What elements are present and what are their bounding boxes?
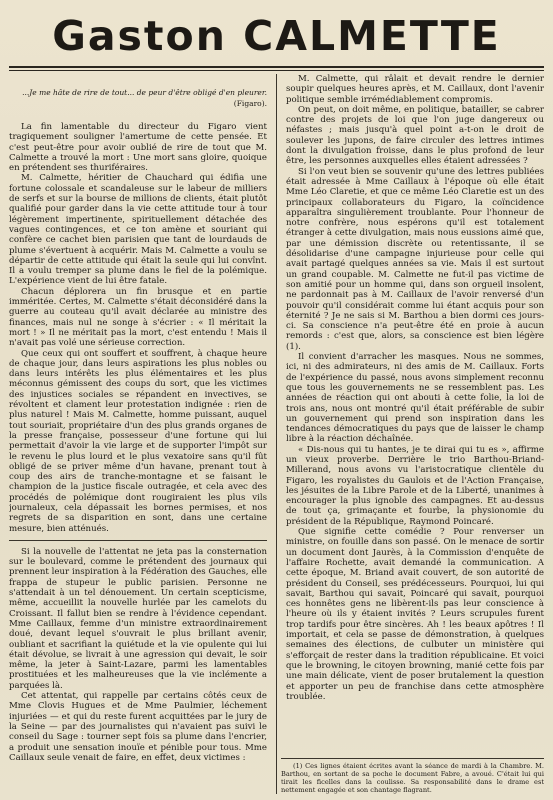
- paragraph: M. Calmette, qui râlait et devait rendre le dernier soupir quelques heures après, et M. Caillaux, dont l'avenir politique semble irrémédiablement compromis.: [286, 74, 545, 105]
- footnote: (1) Ces lignes étaient écrites avant la séance de mardi à la Chambre. M. Barthou, en sortant de sa poche le document Fabre, a avoué. C'était lui qui tirait les ficelles dans la coulisse. Sa responsabilité dans le drame est nettement engagée et son chantage flagrant.: [281, 758, 544, 794]
- section-separator: [9, 540, 267, 541]
- article-columns: [9, 74, 544, 794]
- paragraph: Chacun déplorera un fin brusque et en partie imméritée. Certes, M. Calmette s'était déconsidéré dans la guerre au couteau qu'il avait déclarée au ministre des finances, mais nul ne songe à s'écrier : « Il méritait la mort ! » Il ne méritait pas la mort, c'est entendu ! Mais il n'avait pas volé une sérieuse correction.: [9, 286, 268, 349]
- paragraph: Que ceux qui ont souffert et souffrent, à chaque heure de chaque jour, dans leurs aspirations les plus nobles ou dans leurs intérêts les plus élémentaires et les plus méconnus gémissent des coups du sort, que les victimes des injustices sociales se répandent en invectives, se révoltent et clament leur protestation indignée : rien de plus naturel ! Mais M. Calmette, homme puissant, auquel tout souriait, propriétaire d'un des plus grands organes de la presse française, possesseur d'une fortune qui lui permettait d'avoir la vie large et de supporter l'impôt sur le revenu le plus lourd et le plus vexatoire sans qu'il fût obligé de se priver même d'un havane, prenant tout à coup des airs de tranche-montagne et se faisant le champion de la justice fiscale outragée, et cela avec des procédés de polémique dont rougiraient les plus vils journaleux, cela dépassait les bornes permises, et nos regrets de sa disparition en sont, dans une certaine mesure, bien atténués.: [9, 348, 268, 534]
- paragraph: Cet attentat, qui rappelle par certains côtés ceux de Mme Clovis Hugues et de Mme Paulmier, léchement injuriées — et qui du reste furent acquittées par le jury de la Seine — par des journalistes qui n'avaient pas suivi le conseil du Sage : tourner sept fois sa plume dans l'encrier, a produit une sensation inouïe et pénible pour tous. Mme Caillaux seule venait de faire, en effet, deux victimes :: [9, 691, 268, 763]
- paragraph: « Dis-nous qui tu hantes, je te dirai qui tu es », affirme un vieux proverbe. Derrière le trio Barthou-Briand-Millerand, nous avons vu l'aristocratique clientèle du Figaro, les royalistes du Gaulois et de l'Action Française, les jésuites de la Libre Parole et de la Liberté, unanimes à encourager la plus ignoble des campagnes. Et au-dessus de tout ça, grimaçante et fourbe, la physionomie du président de la République, Raymond Poincaré.: [286, 444, 545, 527]
- title-rule-thin: [9, 70, 544, 71]
- paragraph: Si l'on veut bien se souvenir qu'une des lettres publiées était adressée à Mme Caillaux à l'époque où elle était Mme Léo Claretie, et que ce même Léo Claretie est un des principaux collaborateurs du Figaro, la coïncidence apparaîtra singulièrement troublante. Pour l'honneur de notre confrère, nous espérons qu'il est totalement étranger à cette divulgation, mais nous eussions aimé que, par une démission discrète ou retentissante, il se désolidarise d'une campagne injurieuse pour celle qui avait partagé quelques années sa vie. Mais il est surtout un grand coupable. M. Calmette ne fut-il pas victime de son amitié pour un homme qui, dans son orgueil insolent, ne pardonnait pas à M. Caillaux de l'avoir renversé d'un pouvoir qu'il considérait comme lui étant acquis pour son éternité ? Je ne sais si M. Barthou a bien dormi ces jours-ci. Sa conscience n'a peut-être été en proie à aucun remords : c'est que, alors, sa conscience est bien légère (1).: [286, 166, 545, 352]
- paragraph: Si la nouvelle de l'attentat ne jeta pas la consternation sur le boulevard, comme le prétendent des journaux qui prennent leur inspiration à la Fédération des Gauches, elle frappa de stupeur le public parisien. Personne ne s'attendait à un tel dénouement. Un certain scepticisme, même, accueillit la nouvelle hurlée par les camelots du Croissant. Il fallut bien se rendre à l'évidence cependant. Mme Caillaux, femme d'un ministre extraordinairement doué, devant lequel s'ouvrait le plus brillant avenir, oubliant et sacrifiant la quiétude et la vie opulente qui lui était dévolue, se livrait à une agression qui devait, le soir même, la jeter à Saint-Lazare, parmi les lamentables prostituées et les malheureuses que la vie inclémente a parquées là.: [9, 546, 268, 691]
- right-column: [277, 74, 544, 794]
- paragraph: La fin lamentable du directeur du Figaro vient tragiquement souligner l'amertume de cette pensée. Et c'est peut-être pour avoir oublié de rire de tout que M. Calmette a trouvé la mort : Une mort sans gloire, quoique en prétendent ses thuriféraires.: [9, 122, 268, 174]
- paragraph: Il convient d'arracher les masques. Nous ne sommes, ici, ni des admirateurs, ni des amis de M. Caillaux. Forts de l'expérience du passé, nous avons simplement reconnu que tous les gouvernements ne se ressemblent pas. Les années de réaction qui ont abouti à cette folie, la loi de trois ans, nous ont montré qu'il était préférable de subir un gouvernement qui prend son inspiration dans les tendances démocratiques du pays que de laisser le champ libre à la réaction déchaînée.: [286, 352, 545, 445]
- epigraph-quote: ...Je me hâte de rire de tout... de peur d'être obligé d'en pleurer.: [22, 88, 268, 97]
- epigraph-source: (Figaro).: [233, 99, 268, 108]
- left-column: [9, 74, 276, 794]
- article-title: Gaston CALMETTE: [52, 12, 501, 60]
- paragraph: Que signifie cette comédie ? Pour renverser un ministre, on fouille dans son passé. On le menace de sortir un document dont Jaurès, à la Commission d'enquête de l'affaire Rochette, avait demandé la communication. A cette époque, M. Briand avait couvert, de son autorité de président du Conseil, ses prédécesseurs. Pourquoi, lui qui savait, Barthou qui savait, Poincaré qui savait, pourquoi ces honnêtes gens ne libèrent-ils pas leur conscience à l'heure où ils y étaient invités ? Leurs scrupules furent trop tardifs pour être sincères. Ah ! les beaux apôtres ! Il importait, et cela se passe de démonstration, à quelques semaines des élections, de culbuter un ministère qui s'efforçait de rester dans la tradition républicaine. Et voici que le browning, le citoyen browning, manié cette fois par une main délicate, vient de poser brutalement la question et apporter un peu de franchise dans cette atmosphère troublée.: [286, 527, 545, 702]
- paragraph: M. Calmette, héritier de Chauchard qui édifia une fortune colossale et scandaleuse sur le labeur de milliers de serfs et sur la bourse de millions de clients, était plutôt qualifié pour garder dans la vie cette attitude tour à tour légèrement impertinente, spirituellement détachée des vagues contingences, et ce ton amène et souriant qui confère ce cachet bien parisien que tant de lourdauds de plume s'évertuent à acquérir. Mais M. Calmette a voulu se départir de cette attitude qui était la seule qui lui convînt. Il a voulu tremper sa plume dans le fiel de la polémique. L'expérience vient de lui être fatale.: [9, 173, 268, 287]
- paragraph: On peut, on doit même, en politique, batailler, se cabrer contre des projets de loi que l'on juge dangereux ou néfastes ; mais jusqu'à quel point a-t-on le droit de soulever les jupons, de faire circuler des lettres intimes dont la divulgation froisse, dans le plus profond de leur être, les personnes auxquelles elles étaient adressées ?: [286, 104, 545, 167]
- title-rule: [9, 66, 544, 68]
